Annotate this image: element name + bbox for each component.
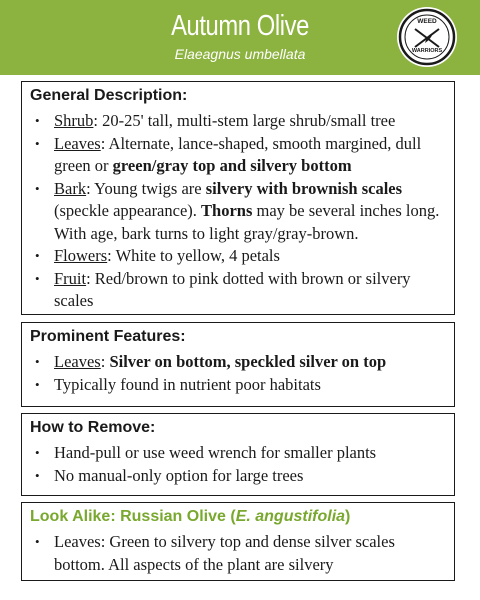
how-to-remove-list bbox=[22, 442, 384, 487]
list-item bbox=[22, 245, 454, 268]
bark-bold-1: silvery with brownish scales bbox=[205, 178, 403, 198]
look-alike-prefix: Look Alike: Russian Olive ( bbox=[30, 508, 236, 525]
fruit-text: : Red/brown to pink dotted with brown or silvery scales bbox=[54, 268, 411, 310]
prominent-item-2: Typically found in nutrient poor habitats bbox=[54, 374, 321, 394]
logo-emblem-icon bbox=[397, 7, 457, 67]
fruit-label: Fruit bbox=[54, 268, 87, 288]
flowers-text: : White to yellow, 4 petals bbox=[107, 246, 280, 265]
leaves-bold: green/gray top and silvery bottom bbox=[112, 156, 352, 175]
list-item bbox=[22, 374, 394, 397]
look-alike-suffix: ) bbox=[345, 508, 351, 525]
prominent-features-list bbox=[22, 351, 394, 396]
weed-warriors-logo bbox=[397, 7, 457, 67]
list-item bbox=[22, 133, 454, 178]
prominent-leaves-label: Leaves bbox=[54, 352, 101, 371]
look-alike-list bbox=[22, 531, 454, 576]
bark-label: Bark bbox=[54, 178, 87, 198]
shrub-text: : 20-25' tall, multi-stem large shrub/small tree bbox=[93, 111, 396, 130]
list-item bbox=[22, 110, 454, 133]
logo-text-bottom: WARRIORS bbox=[411, 48, 443, 54]
look-alike-item-1: Leaves: Green to silvery top and dense silver scales bottom. All aspects of the plant are silvery bbox=[54, 532, 395, 574]
look-alike-heading bbox=[22, 508, 350, 526]
how-to-remove-heading: How to Remove: bbox=[30, 419, 156, 436]
remove-item-1: Hand-pull or use weed wrench for smaller plants bbox=[54, 443, 377, 462]
flowers-label: Flowers bbox=[54, 246, 108, 265]
scientific-name: Elaeagnus umbellata bbox=[174, 46, 306, 62]
prominent-features-heading: Prominent Features: bbox=[30, 328, 186, 345]
how-to-remove-box bbox=[21, 413, 455, 496]
header-banner bbox=[0, 0, 480, 75]
prominent-leaves-sep: : bbox=[100, 352, 110, 371]
bark-text-2: (speckle appearance). bbox=[54, 201, 202, 220]
list-item bbox=[22, 351, 394, 374]
bark-text-1: : Young twigs are bbox=[86, 178, 206, 198]
list-item bbox=[22, 442, 384, 465]
look-alike-species: E. angustifolia bbox=[235, 508, 346, 525]
bark-text-3: may be several inches long. With age, bark turns to light gray/gray-brown. bbox=[54, 201, 440, 243]
leaves-text: : Alternate, lance-shaped, smooth margined, dull green or bbox=[54, 133, 422, 175]
look-alike-box bbox=[21, 502, 455, 581]
list-item bbox=[22, 531, 454, 576]
list-item bbox=[22, 268, 454, 313]
prominent-features-box bbox=[21, 322, 455, 407]
prominent-leaves-bold: Silver on bottom, speckled silver on top bbox=[109, 352, 387, 371]
shrub-label: Shrub bbox=[54, 111, 94, 130]
leaves-label: Leaves bbox=[54, 133, 101, 153]
general-description-box bbox=[21, 81, 455, 315]
bark-bold-2: Thorns bbox=[201, 201, 253, 220]
list-item bbox=[22, 178, 454, 246]
logo-text-top: WEED bbox=[417, 18, 437, 25]
page-title: Autumn Olive bbox=[171, 10, 309, 42]
remove-item-2: No manual-only option for large trees bbox=[54, 465, 304, 485]
list-item bbox=[22, 465, 384, 488]
general-description-heading: General Description: bbox=[30, 87, 188, 104]
general-description-list bbox=[22, 110, 454, 313]
